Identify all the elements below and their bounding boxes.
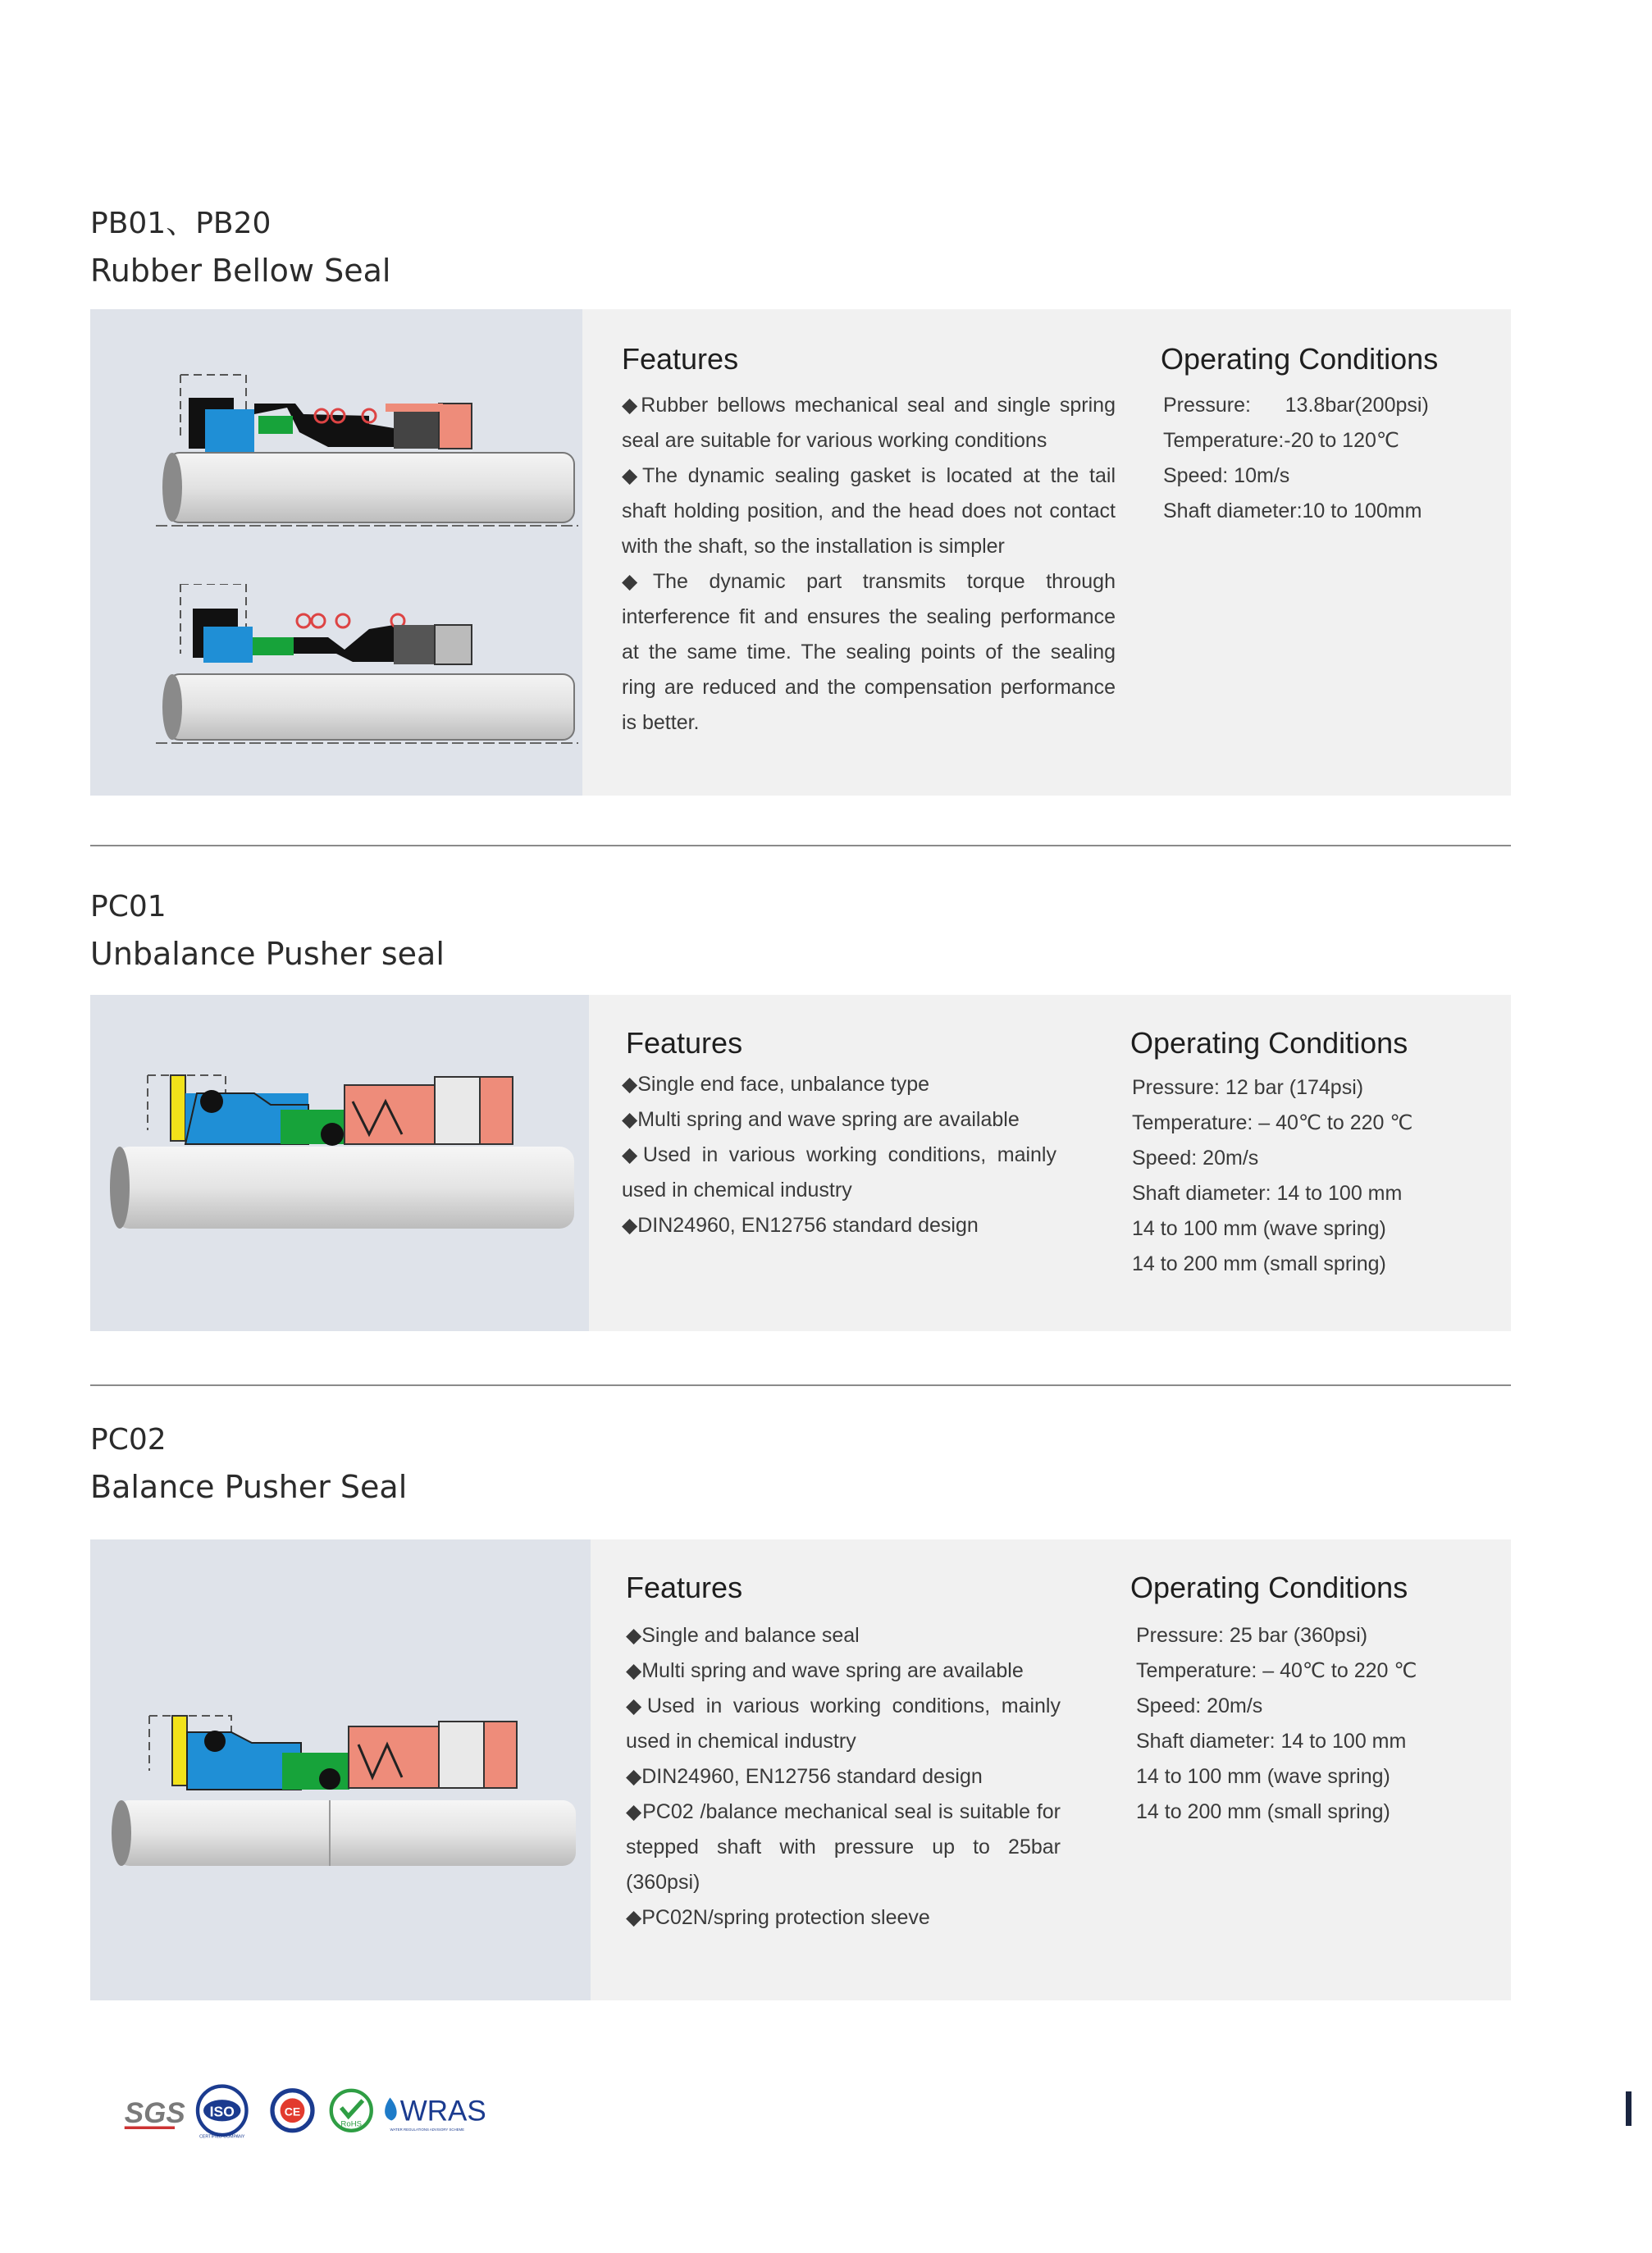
svg-text:WATER REGULATIONS ADVISORY SCH: WATER REGULATIONS ADVISORY SCHEME bbox=[390, 2127, 465, 2132]
condition-item: 14 to 100 mm (wave spring) bbox=[1136, 1765, 1390, 1788]
product-code: PB01、PB20 bbox=[90, 207, 272, 240]
features-heading: Features bbox=[626, 1026, 743, 1060]
feature-item: ◆PC02 /balance mechanical seal is suitable for stepped shaft with pressure up to 25bar (360psi) bbox=[626, 1800, 1061, 1894]
condition-item: Pressure: 12 bar (174psi) bbox=[1132, 1076, 1364, 1099]
product-name: Unbalance Pusher seal bbox=[90, 936, 445, 972]
svg-text:ISO: ISO bbox=[209, 2103, 235, 2120]
condition-item: 14 to 200 mm (small spring) bbox=[1136, 1800, 1390, 1823]
page-marker bbox=[1626, 2091, 1631, 2126]
section-title-pb01 bbox=[90, 201, 390, 294]
rubber-bellow-seal-drawing-1 bbox=[123, 367, 582, 580]
product-panel-pc01 bbox=[90, 995, 1511, 1331]
svg-text:CE: CE bbox=[284, 2105, 301, 2118]
unbalance-pusher-seal-drawing bbox=[107, 1069, 582, 1266]
feature-item: ◆Rubber bellows mechanical seal and single spring seal are suitable for various working conditions bbox=[622, 394, 1116, 452]
ce-logo bbox=[272, 2091, 313, 2131]
conditions-heading: Operating Conditions bbox=[1130, 1026, 1408, 1060]
rohs-logo bbox=[331, 2091, 372, 2131]
feature-item: ◆Multi spring and wave spring are available bbox=[626, 1659, 1024, 1682]
product-name: Balance Pusher Seal bbox=[90, 1469, 408, 1505]
feature-item: ◆DIN24960, EN12756 standard design bbox=[622, 1214, 979, 1237]
feature-item: ◆Used in various working conditions, mainly used in chemical industry bbox=[626, 1694, 1061, 1753]
features-list bbox=[622, 1067, 1056, 1243]
product-panel-pb01 bbox=[90, 309, 1511, 796]
product-code: PC01 bbox=[90, 890, 167, 924]
section-divider bbox=[90, 1384, 1511, 1386]
certification-logos bbox=[94, 2083, 554, 2141]
section-title-pc01 bbox=[90, 884, 445, 978]
condition-item: Pressure: 13.8bar(200psi) bbox=[1163, 394, 1429, 417]
balance-pusher-seal-drawing bbox=[108, 1712, 584, 1892]
feature-item: ◆PC02N/spring protection sleeve bbox=[626, 1906, 930, 1929]
condition-item: Temperature:-20 to 120℃ bbox=[1163, 429, 1399, 452]
seal-diagram-pc01 bbox=[90, 995, 589, 1331]
feature-item: ◆The dynamic part transmits torque through interference fit and ensures the sealing performance at the same time. The sealing points of the sealing ring are reduced and the compensation performance is better. bbox=[622, 570, 1116, 734]
features-heading: Features bbox=[626, 1571, 743, 1604]
condition-item: Speed: 20m/s bbox=[1132, 1147, 1259, 1170]
iso-logo bbox=[198, 2087, 247, 2140]
condition-item: Shaft diameter: 14 to 100 mm bbox=[1132, 1182, 1403, 1205]
svg-text:SGS: SGS bbox=[124, 2097, 185, 2130]
condition-item: Shaft diameter: 14 to 100 mm bbox=[1136, 1730, 1407, 1753]
seal-diagram-pb01 bbox=[90, 309, 582, 796]
seal-diagram-pc02 bbox=[90, 1539, 591, 2000]
feature-item: ◆Multi spring and wave spring are available bbox=[622, 1108, 1020, 1131]
feature-item: ◆Single and balance seal bbox=[626, 1624, 860, 1647]
conditions-list bbox=[1136, 1618, 1497, 1830]
features-list bbox=[626, 1618, 1061, 1936]
section-divider bbox=[90, 845, 1511, 846]
rubber-bellow-seal-drawing-2 bbox=[123, 584, 582, 764]
condition-item: 14 to 100 mm (wave spring) bbox=[1132, 1217, 1386, 1240]
feature-item: ◆The dynamic sealing gasket is located at the tail shaft holding position, and the head does not contact with the shaft, so the installation is simpler bbox=[622, 464, 1116, 558]
conditions-list bbox=[1163, 388, 1491, 529]
conditions-list bbox=[1132, 1070, 1493, 1282]
svg-text:RoHS: RoHS bbox=[340, 2119, 363, 2129]
conditions-heading: Operating Conditions bbox=[1161, 342, 1439, 376]
condition-item: Temperature: – 40℃ to 220 ℃ bbox=[1136, 1659, 1417, 1682]
condition-item: Temperature: – 40℃ to 220 ℃ bbox=[1132, 1111, 1413, 1134]
sgs-logo bbox=[125, 2097, 185, 2129]
condition-item: Speed: 20m/s bbox=[1136, 1694, 1263, 1717]
feature-item: ◆DIN24960, EN12756 standard design bbox=[626, 1765, 983, 1788]
condition-item: 14 to 200 mm (small spring) bbox=[1132, 1252, 1386, 1275]
feature-item: ◆Used in various working conditions, mainly used in chemical industry bbox=[622, 1143, 1056, 1202]
features-list bbox=[622, 388, 1116, 741]
features-heading: Features bbox=[622, 342, 739, 376]
product-code: PC02 bbox=[90, 1423, 167, 1457]
condition-item: Shaft diameter:10 to 100mm bbox=[1163, 499, 1422, 522]
svg-text:WRAS: WRAS bbox=[399, 2095, 486, 2128]
feature-item: ◆Single end face, unbalance type bbox=[622, 1073, 930, 1096]
section-title-pc02 bbox=[90, 1417, 407, 1511]
condition-item: Speed: 10m/s bbox=[1163, 464, 1290, 487]
svg-text:CERTIFIED COMPANY: CERTIFIED COMPANY bbox=[199, 2134, 245, 2140]
product-name: Rubber Bellow Seal bbox=[90, 253, 391, 289]
conditions-heading: Operating Conditions bbox=[1130, 1571, 1408, 1604]
wras-logo bbox=[385, 2096, 486, 2132]
product-panel-pc02 bbox=[90, 1539, 1511, 2000]
condition-item: Pressure: 25 bar (360psi) bbox=[1136, 1624, 1368, 1647]
